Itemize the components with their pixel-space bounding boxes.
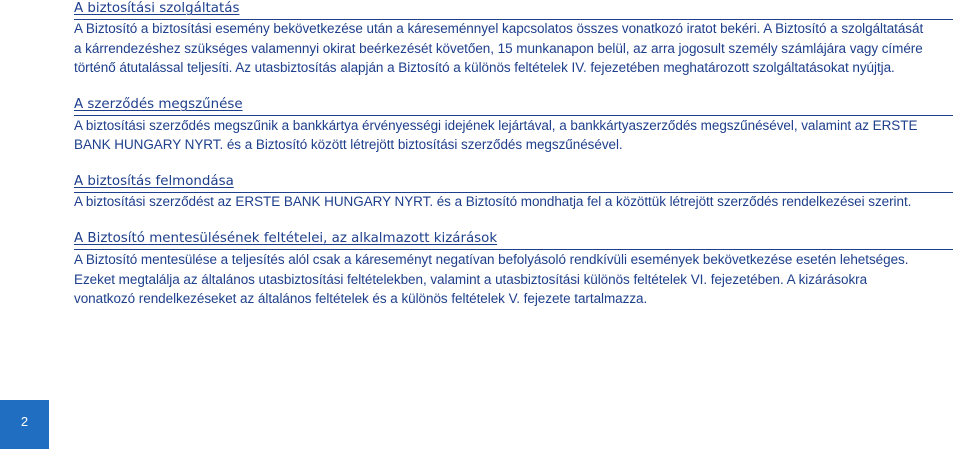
section-1-line-3: történő átutalással teljesíti. Az utasbiztosítás alapján a Biztosító a különös feltételek IV. fejezetében meghatározott szolgáltatásokat nyújtja. — [74, 60, 895, 75]
section-3-heading-row — [74, 173, 953, 193]
section-4-line-1: A Biztosító mentesülése a teljesítés alól csak a káreseményt negatívan befolyásoló rendkívüli események bekövetkezése esetén lehetséges. — [74, 252, 909, 267]
section-4-line-2: Ezeket megtalálja az általános utasbiztosítási feltételekben, valamint a utasbiztosítási különös feltételek VI. fejezetében. A kizárásokra — [74, 272, 868, 287]
section-2-heading: A szerződés megszűnése — [74, 97, 243, 112]
section-3-line-1: A biztosítási szerződést az ERSTE BANK HUNGARY NYRT. és a Biztosító mondhatja fel a közöttük létrejött szerződés rendelkezései szerint. — [74, 194, 912, 209]
page-number: 2 — [20, 414, 29, 429]
section-2-line-2: BANK HUNGARY NYRT. és a Biztosító között létrejött biztosítási szerződés megszűnésével. — [74, 137, 623, 152]
section-3-heading: A biztosítás felmondása — [74, 174, 234, 189]
section-4-heading-row — [74, 230, 953, 250]
section-2-heading-row — [74, 96, 953, 116]
section-1-line-2: a kárrendezéshez szükséges valamennyi okirat beérkezését követően, 15 munkanapon belül, az arra jogosult személy számlájára vagy címére — [74, 41, 923, 56]
section-1-line-1: A Biztosító a biztosítási esemény bekövetkezése után a káreseménnyel kapcsolatos összes vonatkozó iratot bekéri. A Biztosító a szolgáltatását — [74, 21, 924, 36]
section-4-heading: A Biztosító mentesülésének feltételei, az alkalmazott kizárások — [74, 231, 498, 246]
page-number-box — [0, 400, 49, 449]
section-1-heading: A biztosítási szolgáltatás — [74, 1, 240, 16]
section-2-line-1: A biztosítási szerződés megszűnik a bankkártya érvényességi idejének lejártával, a bankkártyaszerződés megszűnésével, valamint az ERSTE — [74, 118, 918, 133]
section-1-heading-row — [74, 0, 953, 20]
section-4-line-3: vonatkozó rendelkezéseket az általános feltételek és a különös feltételek V. fejezete tartalmazza. — [74, 291, 648, 306]
